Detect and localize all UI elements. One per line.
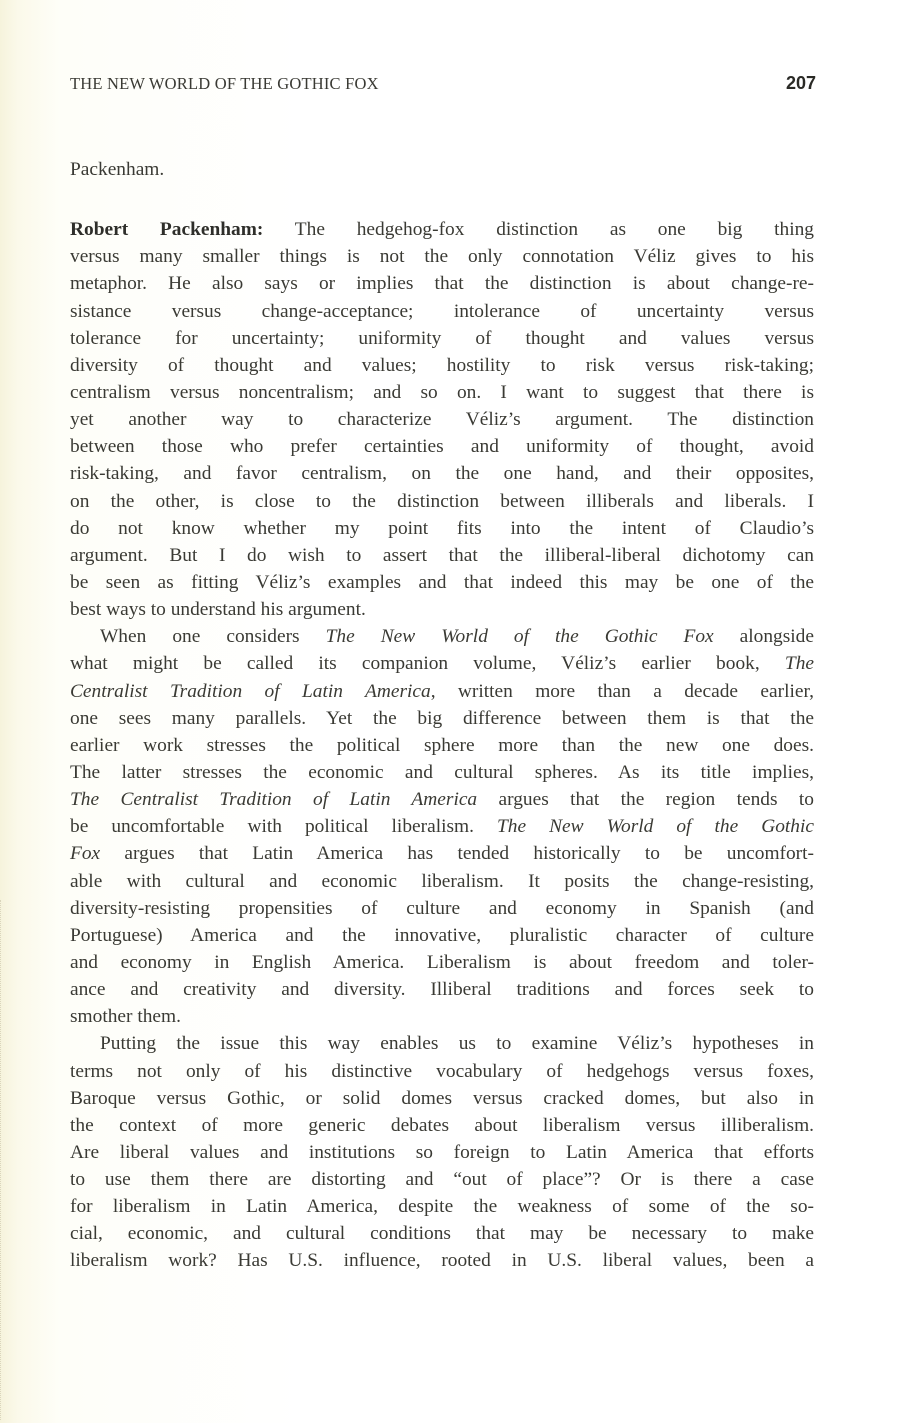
book-title: Centralist Tradition of Latin America: [70, 680, 431, 702]
text-line: Baroque versus Gothic, or solid domes versus cracked domes, but also in: [70, 1087, 814, 1109]
text-line: centralism versus noncentralism; and so on. I want to suggest that there is: [70, 381, 814, 403]
text-line: argument. But I do wish to assert that the illiberal-liberal dichotomy can: [70, 544, 814, 566]
text-line: Are liberal values and institutions so foreign to Latin America that efforts: [70, 1141, 814, 1163]
text-line: The latter stresses the economic and cultural spheres. As its title implies,: [70, 761, 814, 783]
text-line: be seen as fitting Véliz’s examples and that indeed this may be one of the: [70, 571, 814, 593]
text-line: yet another way to characterize Véliz’s argument. The distinction: [70, 409, 814, 431]
book-title: The New World of the Gothic Fox: [325, 626, 714, 648]
text-line: on the other, is close to the distinction between illiberals and liberals. I: [70, 490, 814, 512]
text-line: the context of more generic debates about liberalism versus illiberalism.: [70, 1114, 814, 1136]
opening-line: Packenham.: [70, 159, 165, 180]
text-line: diversity-resisting propensities of culture and economy in Spanish (and: [70, 897, 814, 919]
text-line: liberalism work? Has U.S. influence, rooted in U.S. liberal values, been a: [70, 1250, 814, 1272]
text-line: metaphor. He also says or implies that the distinction is about change-re-: [70, 273, 814, 295]
text-line: Centralist Tradition of Latin America, written more than a decade earlier,: [70, 680, 814, 702]
text-line: Robert Packenham: The hedgehog-fox distinction as one big thing: [70, 219, 814, 241]
text-line: versus many smaller things is not the only connotation Véliz gives to his: [70, 246, 814, 268]
text-line: to use them there are distorting and “out of place”? Or is there a case: [70, 1169, 814, 1191]
text-line: Fox argues that Latin America has tended historically to be uncomfort-: [70, 843, 814, 865]
text-line: diversity of thought and values; hostility to risk versus risk-taking;: [70, 354, 814, 376]
text-line: earlier work stresses the political sphere more than the new one does.: [70, 734, 814, 756]
text-line: Putting the issue this way enables us to examine Véliz’s hypotheses in: [100, 1033, 814, 1055]
paragraph-companion-volume: [70, 623, 814, 1030]
text-line: When one considers The New World of the Gothic Fox alongside: [100, 626, 814, 648]
text-line: able with cultural and economic liberalism. It posits the change-resisting,: [70, 870, 814, 892]
text-line: for liberalism in Latin America, despite the weakness of some of the so-: [70, 1196, 814, 1218]
text-line: smother them.: [70, 1006, 181, 1028]
text-line: Portuguese) America and the innovative, pluralistic character of culture: [70, 924, 814, 946]
speaker-name: Robert Packenham:: [70, 219, 264, 241]
paragraph-liberalism-questions: [70, 1030, 814, 1274]
text-line: ance and creativity and diversity. Illiberal traditions and forces seek to: [70, 979, 814, 1001]
book-title: The Centralist Tradition of Latin America: [70, 789, 478, 811]
text-line: between those who prefer certainties and uniformity of thought, avoid: [70, 436, 814, 458]
text-line: sistance versus change-acceptance; intolerance of uncertainty versus: [70, 300, 814, 322]
text-line: cial, economic, and cultural conditions that may be necessary to make: [70, 1223, 814, 1245]
paragraph-gap: [70, 183, 814, 216]
running-head: [70, 74, 816, 98]
book-title: The New World of the Gothic: [496, 816, 814, 838]
text-line: what might be called its companion volume, Véliz’s earlier book, The: [70, 653, 814, 675]
text-line: terms not only of his distinctive vocabulary of hedgehogs versus foxes,: [70, 1060, 814, 1082]
text-line: and economy in English America. Liberalism is about freedom and toler-: [70, 951, 814, 973]
running-title: THE NEW WORLD OF THE GOTHIC FOX: [70, 74, 379, 93]
text-line: risk-taking, and favor centralism, on the one hand, and their opposites,: [70, 463, 814, 485]
text-line: The Centralist Tradition of Latin America argues that the region tends to: [70, 789, 814, 811]
text-line: be uncomfortable with political liberalism. The New World of the Gothic: [70, 816, 814, 838]
paragraph-packenham: [70, 216, 814, 623]
text-line: tolerance for uncertainty; uniformity of thought and values versus: [70, 327, 814, 349]
body-text: [70, 156, 814, 1275]
page-gutter: [0, 900, 7, 1420]
page-number: 207: [785, 73, 816, 93]
text-line: one sees many parallels. Yet the big difference between them is that the: [70, 707, 814, 729]
text-line: do not know whether my point fits into the intent of Claudio’s: [70, 517, 814, 539]
text-line: best ways to understand his argument.: [70, 599, 366, 621]
book-title: The: [784, 653, 814, 675]
book-title: Fox: [70, 843, 101, 865]
